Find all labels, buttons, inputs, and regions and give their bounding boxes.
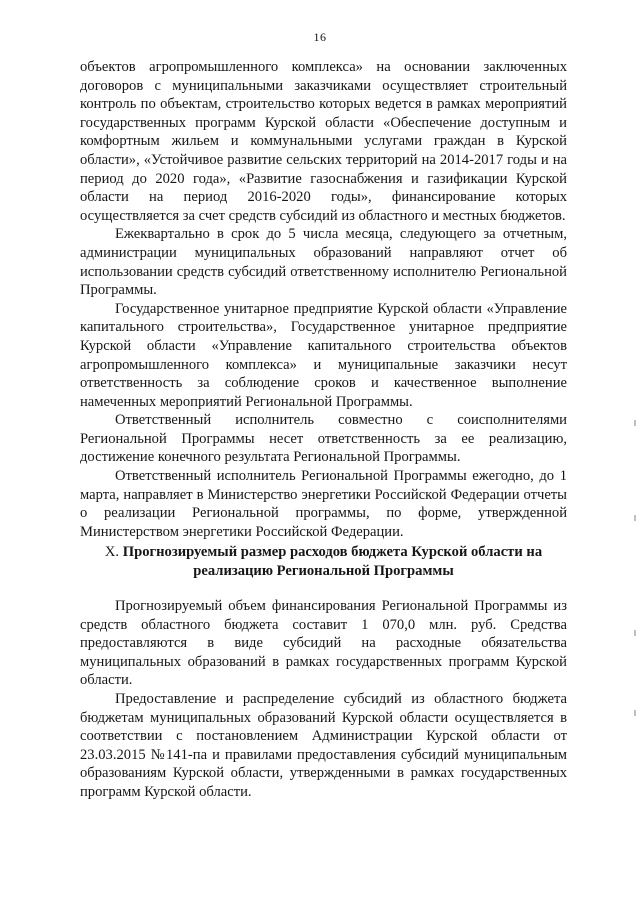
section-title: Прогнозируемый размер расходов бюджета Курской области на реализацию Региональной Программы: [122, 544, 543, 579]
paragraph-responsible-executor: Ответственный исполнитель совместно с соисполнителями Региональной Программы несет ответственность за ее реализацию, достижение конечного результата Региональной Программы.: [80, 412, 567, 466]
section-heading: [80, 543, 567, 581]
scan-edge-marks: [634, 420, 637, 720]
page-number: 16: [313, 30, 327, 44]
paragraph-subsidy-distribution: Предоставление и распределение субсидий из областного бюджета бюджетам муниципальных образований Курской области осуществляется в соответствии с постановлением Администрации Курской области от 23.03.2015 №141-па и правилами предоставления субсидий муниципальным образованиям Курской области, утвержденными в рамках государственных программ Курской области.: [80, 690, 567, 800]
body-text-lower: [80, 597, 567, 802]
paragraph-funding-volume: Прогнозируемый объем финансирования Региональной Программы из средств областного бюджета составит 1 070,0 млн. руб. Средства предоставляются в виде субсидий на расходные обязательства муниципальных образований в рамках государственных программ Курской области.: [80, 598, 567, 689]
section-number: X.: [104, 544, 120, 560]
paragraph-responsibility-enterprises: Государственное унитарное предприятие Курской области «Управление капитального строительства», Государственное унитарное предприятие Курской области «Управление капитального строительства объектов агропромышленного комплекса» и муниципальные заказчики несут ответственность за соблюдение сроков и качественное выполнение намеченных мероприятий Региональной Программы.: [80, 300, 567, 410]
body-text-upper: [80, 58, 567, 541]
paragraph-continuation: объектов агропромышленного комплекса» на основании заключенных договоров с муниципальными заказчиками осуществляет строительный контроль по объектам, строительство которых ведется в рамках мероприятий государственных программ Курской области «Обеспечение доступным и комфортным жильем и коммунальными услугами граждан в Курской области», «Устойчивое развитие сельских территорий на 2014-2017 годы и на период до 2020 года», «Развитие газоснабжения и газификации Курской области на период 2016-2020 годы», финансирование которых осуществляется за счет средств субсидий из областного и местных бюджетов.: [80, 59, 567, 224]
paragraph-quarterly-report: Ежеквартально в срок до 5 числа месяца, следующего за отчетным, администрации муниципальных образований направляют отчет об использовании средств субсидий ответственному исполнителю Региональной Программы.: [80, 226, 567, 299]
paragraph-annual-report: Ответственный исполнитель Региональной Программы ежегодно, до 1 марта, направляет в Министерство энергетики Российской Федерации отчеты о реализации Региональной программы, по форме, утвержденной Министерством энергетики Российской Федерации.: [80, 468, 567, 540]
